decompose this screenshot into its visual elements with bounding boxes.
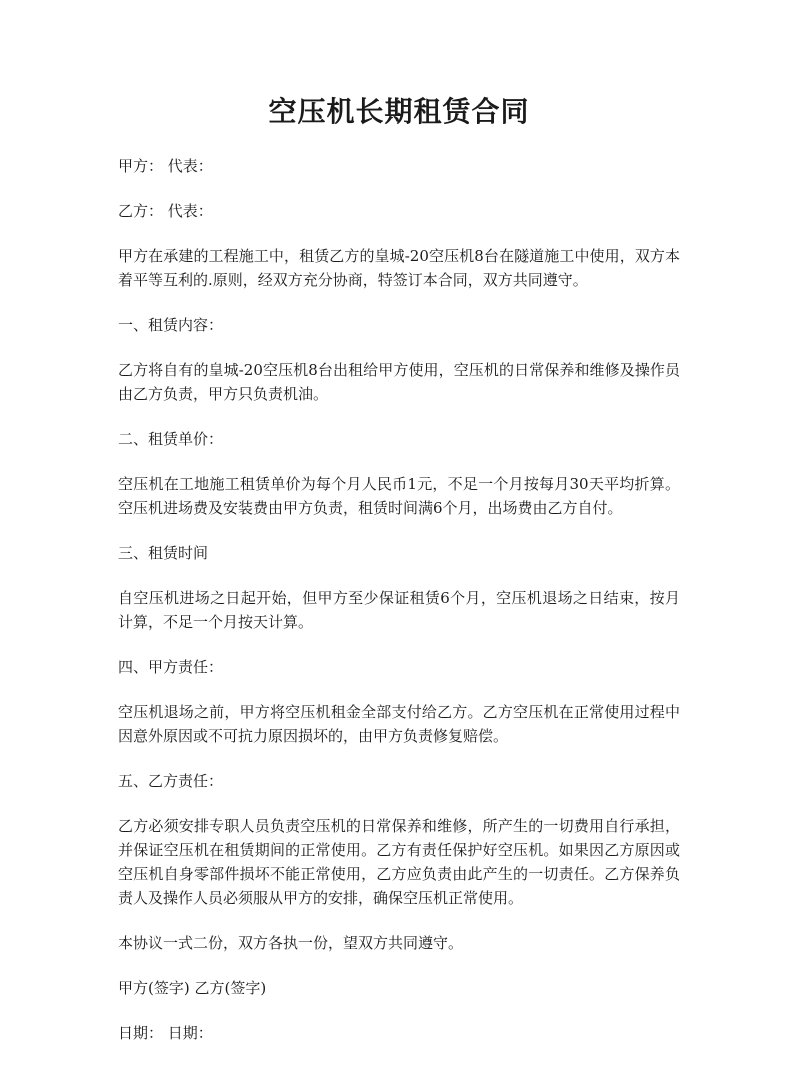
signature-line: 甲方(签字) 乙方(签字) (118, 979, 267, 997)
section-body-5: 乙方必须安排专职人员负责空压机的日常保养和维修，所产生的一切费用自行承担，并保证空压机在租赁期间的正常使用。乙方有责任保护好空压机。如果因乙方原因或空压机自身零部件损坏不能正常使用，乙方应负责由此产生的一切责任。乙方保养负责人及操作人员必须服从甲方的安排，确保空压机正常使用。 (118, 817, 680, 907)
section-heading-1: 一、租赁内容： (118, 316, 224, 334)
document-page (118, 90, 680, 1066)
section-heading-2: 二、租赁单价： (118, 430, 224, 448)
section-heading-3: 三、租赁时间 (118, 544, 209, 562)
section-body-3: 自空压机进场之日起开始，但甲方至少保证租赁6个月，空压机退场之日结束，按月计算，不足一个月按天计算。 (118, 589, 680, 631)
section-body-2: 空压机在工地施工租赁单价为每个月人民币1元，不足一个月按每月30天平均折算。空压机进场费及安装费由甲方负责，租赁时间满6个月，出场费由乙方自付。 (118, 475, 680, 517)
party-b-line: 乙方： 代表： (118, 202, 213, 220)
closing-paragraph: 本协议一式二份，双方各执一份，望双方共同遵守。 (118, 934, 464, 952)
section-heading-5: 五、乙方责任： (118, 772, 224, 790)
preamble-paragraph: 甲方在承建的工程施工中，租赁乙方的皇城-20空压机8台在隧道施工中使用，双方本着平等互利的.原则，经双方充分协商，特签订本合同，双方共同遵守。 (118, 247, 680, 289)
document-title: 空压机长期租赁合同 (268, 95, 530, 128)
section-body-4: 空压机退场之前，甲方将空压机租金全部支付给乙方。乙方空压机在正常使用过程中因意外原因或不可抗力原因损坏的，由甲方负责修复赔偿。 (118, 703, 680, 745)
section-body-1: 乙方将自有的皇城-20空压机8台出租给甲方使用，空压机的日常保养和维修及操作员由乙方负责，甲方只负责机油。 (118, 361, 680, 403)
date-line: 日期： 日期： (118, 1024, 213, 1042)
party-a-line: 甲方： 代表： (118, 157, 213, 175)
section-heading-4: 四、甲方责任： (118, 658, 224, 676)
